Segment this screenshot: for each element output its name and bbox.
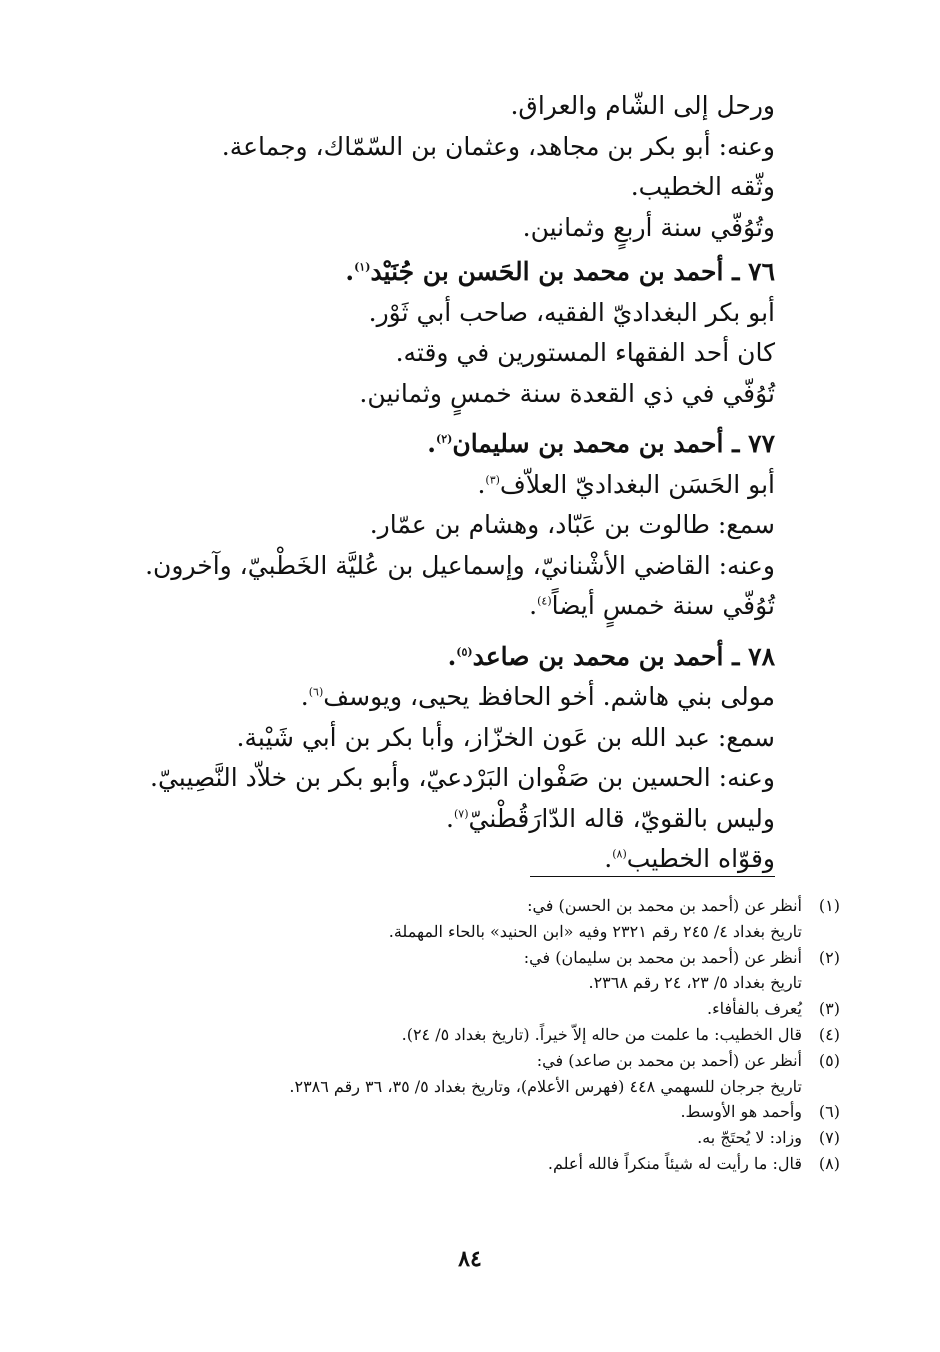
footnote-number: (٣) xyxy=(818,999,840,1019)
text-line: وعنه: أبو بكر بن مجاهد، وعثمان بن السّمّاك، وجماعة. xyxy=(221,131,775,161)
main-text xyxy=(145,86,775,880)
footnote-marker: (٦) xyxy=(308,685,324,699)
text-span: أبو الحَسَن البغداديّ العلاّف xyxy=(499,469,775,499)
page-number: ٨٤ xyxy=(458,1246,482,1272)
footnote-text: وأحمد هو الأوسط. xyxy=(680,1102,802,1122)
punctuation: . xyxy=(427,429,436,458)
footnote-text: وزاد: لا يُحتَجّ به. xyxy=(697,1128,802,1148)
footnote-divider xyxy=(530,876,775,877)
entry-heading-text: ٧٦ ـ أحمد بن محمد بن الحَسن بن جُنَيْد xyxy=(370,257,775,286)
text-line: سمع: عبد الله بن عَون الخزّاز، وأبا بكر بن أبي شَيْبة. xyxy=(236,722,775,752)
text-line: وعنه: الحسين بن صَفْوان البَرْدعيّ، وأبو بكر بن خلاّد النَّصِيبيّ. xyxy=(150,763,775,792)
entry-heading-76 xyxy=(155,252,775,293)
footnote-line xyxy=(120,945,840,971)
footnote-line xyxy=(120,1022,840,1048)
text-line xyxy=(155,799,775,840)
footnote-text: أنظر عن (أحمد بن محمد بن الحسن) في: xyxy=(527,896,802,915)
footnote-marker: (٧) xyxy=(454,807,469,821)
footnote-line xyxy=(120,1074,840,1100)
footnote-number: (٢) xyxy=(818,947,840,967)
text-line: كان أحد الفقهاء المستورين في وقته. xyxy=(395,338,775,367)
footnote-text: تاريخ جرجان للسهمي ٤٤٨ (فهرس الأعلام)، وتاريخ بغداد ٥/ ٣٥، ٣٦ رقم ٢٣٨٦. xyxy=(289,1076,802,1096)
footnote-number: (٧) xyxy=(818,1128,840,1148)
entry-heading-text: ٧٧ ـ أحمد بن محمد بن سليمان xyxy=(452,429,775,458)
punctuation: . xyxy=(446,803,454,833)
footnote-text: يُعرف بالفأفاء. xyxy=(707,999,802,1019)
footnote-line xyxy=(120,1099,840,1125)
footnote-marker: (٢) xyxy=(435,432,453,446)
punctuation: . xyxy=(604,844,613,873)
footnotes xyxy=(120,893,840,1177)
punctuation: . xyxy=(447,641,457,671)
text-line xyxy=(155,839,775,880)
footnote-marker: (٤) xyxy=(537,594,552,608)
footnote-marker: (٥) xyxy=(456,645,473,659)
footnote-line xyxy=(120,919,840,945)
text-span: وقوّاه الخطيب xyxy=(626,844,775,873)
text-line: ورحل إلى الشّام والعراق. xyxy=(510,91,775,120)
entry-heading-77 xyxy=(155,424,775,465)
footnote-text: أنظر عن (أحمد بن محمد بن سليمان) في: xyxy=(523,947,802,967)
text-line: وثّقه الخطيب. xyxy=(630,172,775,201)
text-line xyxy=(155,465,775,506)
footnote-text: تاريخ بغداد ٥/ ٢٣، ٢٤ رقم ٢٣٦٨. xyxy=(588,973,802,993)
text-span: وليس بالقويّ، قاله الدّارَقُطْنيّ xyxy=(468,803,775,833)
entry-heading-78 xyxy=(155,637,775,678)
footnote-number: (٨) xyxy=(818,1153,840,1173)
text-line: سمع: طالوت بن عَبّاد، وهشام بن عمّار. xyxy=(369,510,775,539)
punctuation: . xyxy=(477,469,486,499)
footnote-line xyxy=(120,996,840,1022)
punctuation: . xyxy=(529,591,538,620)
footnote-number: (٤) xyxy=(818,1024,840,1044)
text-line: أبو بكر البغداديّ الفقيه، صاحب أبي ثَوْر. xyxy=(368,297,775,327)
text-line: وتُوُفّي سنة أربعٍ وثمانين. xyxy=(522,212,775,242)
footnote-number: (١) xyxy=(818,896,840,915)
text-line: وعنه: القاضي الأشْنانيّ، وإسماعيل بن عُليَّة الخَطْبيّ، وآخرون. xyxy=(145,550,775,580)
footnote-marker: (٣) xyxy=(485,473,500,487)
footnote-line xyxy=(120,970,840,996)
footnote-number: (٦) xyxy=(818,1102,840,1122)
text-span: مولى بني هاشم. أخو الحافظ يحيى، ويوسف xyxy=(323,682,775,711)
entry-heading-text: ٧٨ ـ أحمد بن محمد بن صاعد xyxy=(472,641,775,671)
footnote-line xyxy=(120,1151,840,1177)
footnote-marker: (٨) xyxy=(612,847,627,861)
footnote-line xyxy=(120,1125,840,1151)
text-line xyxy=(155,586,775,627)
footnote-line xyxy=(120,893,840,919)
text-line: تُوُفّي في ذي القعدة سنة خمسٍ وثمانين. xyxy=(359,378,775,408)
punctuation: . xyxy=(300,682,309,711)
footnote-number: (٥) xyxy=(818,1050,840,1070)
footnote-line xyxy=(120,1048,840,1074)
text-line xyxy=(155,677,775,718)
footnote-text: قال الخطيب: ما علمت من حاله إلاّ خيراً. (تاريخ بغداد ٥/ ٢٤). xyxy=(401,1024,802,1044)
footnote-text: تاريخ بغداد ٤/ ٢٤٥ رقم ٢٣٢١ وفيه «ابن الحنيد» بالحاء المهملة. xyxy=(388,921,802,941)
punctuation: . xyxy=(345,257,355,286)
footnote-text: قال: ما رأيت له شيئاً منكراً فالله أعلم. xyxy=(547,1153,802,1173)
footnote-text: أنظر عن (أحمد بن محمد بن صاعد) في: xyxy=(536,1050,802,1070)
text-span: تُوُفّي سنة خمسٍ أيضاً xyxy=(551,591,775,620)
footnote-marker: (١) xyxy=(354,260,371,274)
